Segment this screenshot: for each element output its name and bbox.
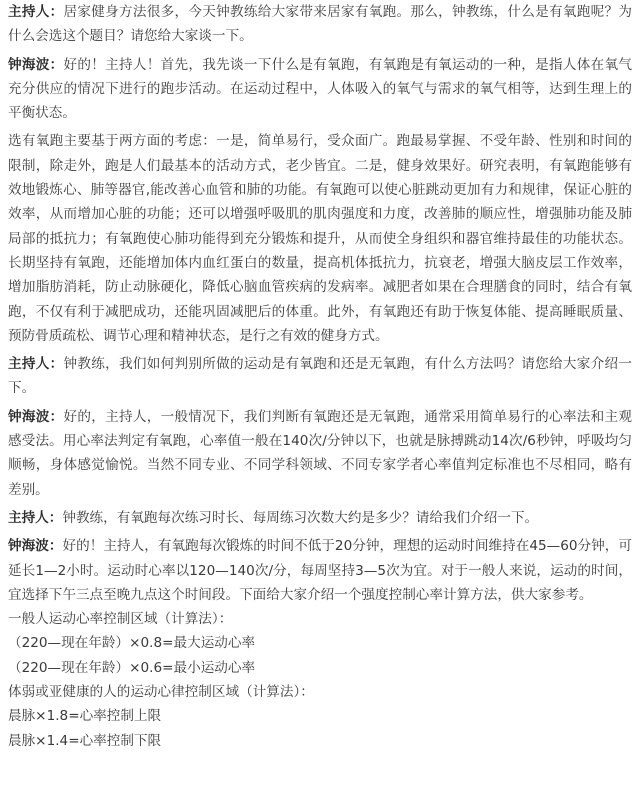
host-question-3 bbox=[8, 506, 632, 530]
coach-answer-1-continued bbox=[8, 129, 632, 348]
speaker-label: 钟海波： bbox=[8, 538, 63, 555]
formula-heading-general: 一般人运动心率控制区域（计算法）： bbox=[8, 611, 233, 628]
paragraph-text: 选有氧跑主要基于两方面的考虑：一是，简单易行，受众面广。跑最易掌握、不受年龄、性别和时间的限制，除走外，跑是人们最基本的活动方式，老少皆宜。二是，健身效果好。研究表明，有氧跑能够有效地锻炼心、肺等器官,能改善心血管和肺的功能。有氧跑可以使心脏跳动更加有力和规律，保证心脏的效率，从而增加心脏的功能；还可以增强呼吸肌的肌肉强度和力度，改善肺的顺应性，增强肺功能及肺局部的抵抗力；有氧跑使心肺功能得到充分锻炼和提升，从而使全身组织和器官维持最佳的功能状态。长期坚持有氧跑，还能增加体内血红蛋白的数量，提高机体抵抗力，抗衰老，增强大脑皮层工作效率，增加脂肪消耗，防止动脉硬化，降低心脑血管疾病的发病率。减肥者如果在合理膳食的同时，结合有氧跑，不仅有利于减肥成功，还能巩固减肥后的体重。此外，有氧跑还有助于恢复体能、提高睡眠质量、预防骨质疏松、调节心理和精神状态，是行之有效的健身方式。 bbox=[8, 133, 632, 344]
formula-max-heart-rate: （220—现在年龄）×0.8=最大运动心率 bbox=[8, 635, 256, 652]
host-question-1 bbox=[8, 0, 632, 49]
paragraph-text: 好的，主持人，一般情况下，我们判断有氧跑还是无氧跑，通常采用简单易行的心率法和主观感受法。用心率法判定有氧跑，心率值一般在140次/分钟以下，也就是脉搏跳动14次/6秒钟，呼吸均匀顺畅，身体感觉愉悦。当然不同专业、不同学科领域、不同专家学者心率值判定标准也不尽相同，略有差别。 bbox=[8, 408, 633, 498]
coach-answer-2 bbox=[8, 405, 632, 502]
coach-answer-1 bbox=[8, 53, 632, 126]
speaker-label: 钟海波： bbox=[8, 408, 64, 425]
formula-lower-limit: 晨脉×1.4=心率控制下限 bbox=[8, 732, 162, 749]
formula-heading-weak: 体弱或亚健康的人的运动心律控制区域（计算法）： bbox=[8, 684, 314, 701]
heart-rate-formulas bbox=[8, 607, 632, 753]
coach-answer-3 bbox=[8, 534, 632, 607]
formula-min-heart-rate: （220—现在年龄）×0.6=最小运动心率 bbox=[8, 659, 256, 676]
speaker-label: 主持人： bbox=[8, 4, 64, 20]
speaker-label: 钟海波： bbox=[8, 56, 64, 73]
formula-upper-limit: 晨脉×1.8=心率控制上限 bbox=[8, 708, 162, 725]
paragraph-text: 钟教练，有氧跑每次练习时长、每周练习次数大约是多少？请给我们介绍一下。 bbox=[62, 509, 539, 526]
host-question-2 bbox=[8, 352, 632, 401]
speaker-label: 主持人： bbox=[8, 509, 63, 526]
article-body bbox=[8, 0, 632, 753]
paragraph-text: 好的！主持人，有氧跑每次锻炼的时间不低于20分钟，理想的运动时间维持在45—60分钟，可延长1—2小时。运动时心率以120—140次/分，每周坚持3—5次为宜。对于一般人来说，运动的时间，宜选择下午三点至晚九点这个时间段。下面给大家介绍一个强度控制心率计算方法，供大家参考。 bbox=[8, 538, 633, 603]
paragraph-text: 好的！主持人！首先，我先谈一下什么是有氧跑，有氧跑是有氧运动的一种，是指人体在氧气充分供应的情况下进行的跑步活动。在运动过程中，人体吸入的氧气与需求的氧气相等，达到生理上的平衡状态。 bbox=[8, 56, 633, 122]
speaker-label: 主持人： bbox=[8, 356, 64, 373]
paragraph-text: 居家健身方法很多，今天钟教练给大家带来居家有氧跑。那么，钟教练，什么是有氧跑呢？为什么会选这个题目？请您给大家谈一下。 bbox=[8, 4, 633, 45]
paragraph-text: 钟教练，我们如何判别所做的运动是有氧跑和还是无氧跑，有什么方法吗？请您给大家介绍一下。 bbox=[8, 356, 633, 397]
